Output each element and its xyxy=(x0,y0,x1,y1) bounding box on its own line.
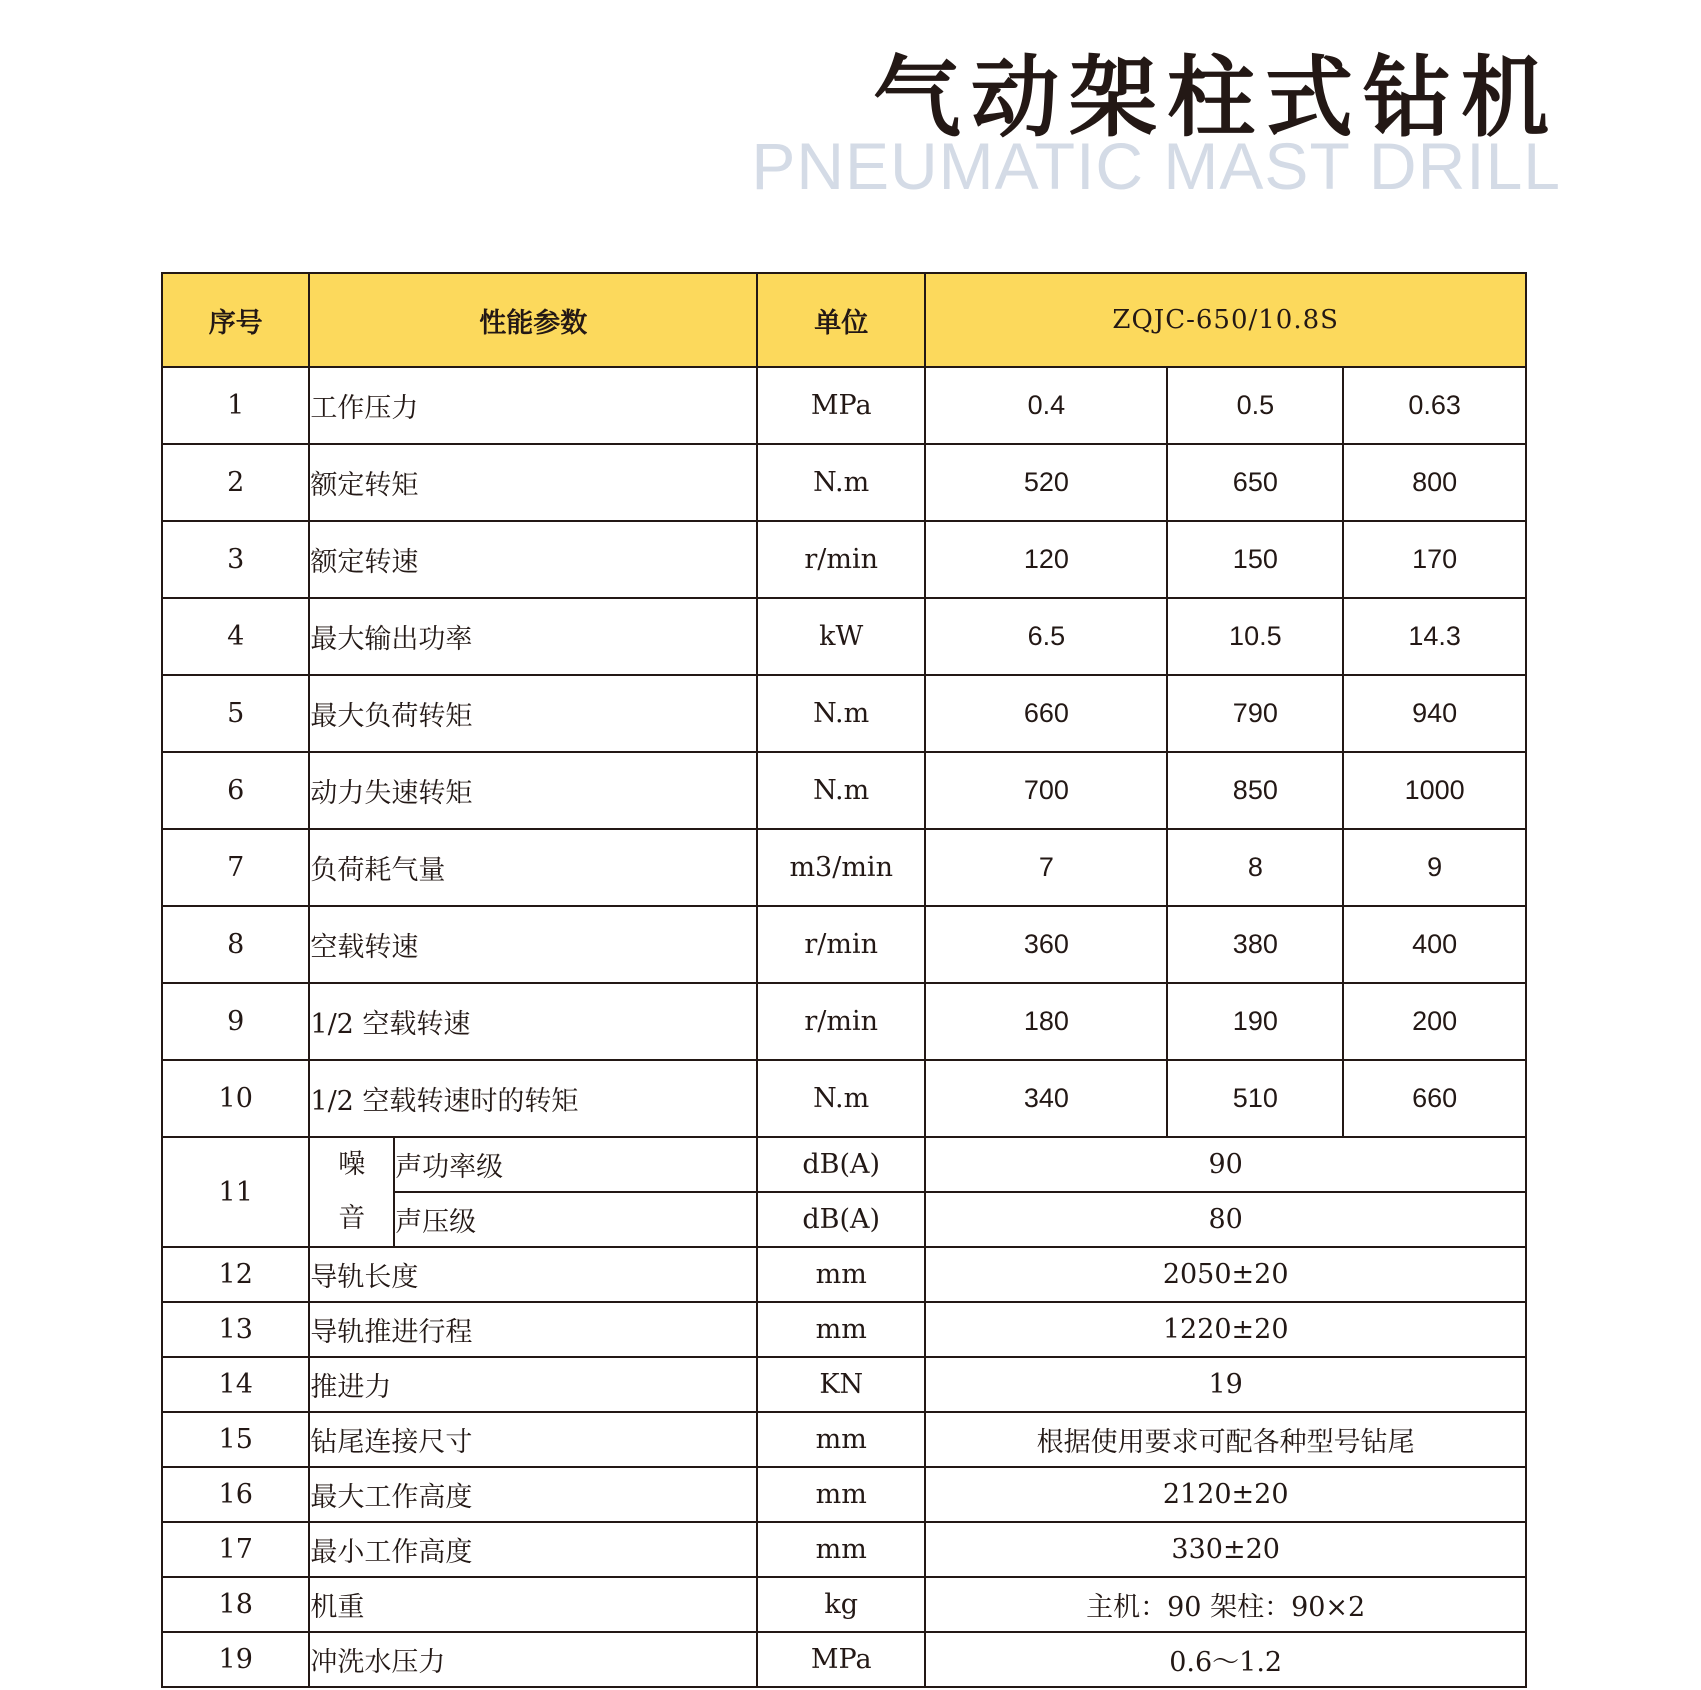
row-value-2: 8 xyxy=(1167,829,1343,906)
row-param: 1/2 空载转速 xyxy=(309,983,757,1060)
row-unit: MPa xyxy=(757,1632,925,1687)
row-param: 负荷耗气量 xyxy=(309,829,757,906)
row-value-2: 380 xyxy=(1167,906,1343,983)
row-param: 额定转矩 xyxy=(309,444,757,521)
row-value: 80 xyxy=(925,1192,1526,1247)
row-index: 17 xyxy=(162,1522,309,1577)
row-unit: mm xyxy=(757,1247,925,1302)
noise-label-top: 噪 xyxy=(338,1149,366,1180)
table-row xyxy=(162,1522,1526,1577)
row-param: 最小工作高度 xyxy=(309,1522,757,1577)
table-row xyxy=(162,675,1526,752)
table-row xyxy=(162,1302,1526,1357)
table-row xyxy=(162,1467,1526,1522)
row-param: 最大工作高度 xyxy=(309,1467,757,1522)
row-value: 19 xyxy=(925,1357,1526,1412)
row-unit: mm xyxy=(757,1412,925,1467)
row-value-3: 170 xyxy=(1343,521,1526,598)
header-model: ZQJC-650/10.8S xyxy=(925,273,1526,367)
row-param: 导轨推进行程 xyxy=(309,1302,757,1357)
row-value-3: 800 xyxy=(1343,444,1526,521)
row-value-1: 660 xyxy=(925,675,1167,752)
row-value-2: 0.5 xyxy=(1167,367,1343,444)
table-row xyxy=(162,1412,1526,1467)
noise-label xyxy=(309,1137,394,1247)
multi-value-rows xyxy=(162,367,1526,1137)
row-param: 最大负荷转矩 xyxy=(309,675,757,752)
row-param: 声压级 xyxy=(394,1192,757,1247)
row-value-1: 520 xyxy=(925,444,1167,521)
row-param: 工作压力 xyxy=(309,367,757,444)
row-unit: r/min xyxy=(757,906,925,983)
row-value-2: 510 xyxy=(1167,1060,1343,1137)
row-unit: N.m xyxy=(757,675,925,752)
table-row xyxy=(162,1632,1526,1687)
row-index: 14 xyxy=(162,1357,309,1412)
table-row xyxy=(162,444,1526,521)
table-row xyxy=(162,521,1526,598)
row-value-3: 940 xyxy=(1343,675,1526,752)
row-unit: KN xyxy=(757,1357,925,1412)
spec-table xyxy=(161,272,1527,1688)
row-index: 10 xyxy=(162,1060,309,1137)
row-index: 8 xyxy=(162,906,309,983)
row-unit: mm xyxy=(757,1467,925,1522)
row-index: 19 xyxy=(162,1632,309,1687)
row-unit: mm xyxy=(757,1522,925,1577)
row-param: 空载转速 xyxy=(309,906,757,983)
table-row xyxy=(162,1060,1526,1137)
row-index: 7 xyxy=(162,829,309,906)
row-index: 2 xyxy=(162,444,309,521)
row-value-1: 180 xyxy=(925,983,1167,1060)
row-value: 90 xyxy=(925,1137,1526,1192)
row-unit: kg xyxy=(757,1577,925,1632)
row-unit: N.m xyxy=(757,1060,925,1137)
row-value-3: 660 xyxy=(1343,1060,1526,1137)
row-value-1: 700 xyxy=(925,752,1167,829)
row-index: 11 xyxy=(162,1137,309,1247)
noise-rows xyxy=(162,1137,1526,1247)
header-parameter: 性能参数 xyxy=(309,273,757,367)
table-row xyxy=(162,829,1526,906)
row-index: 16 xyxy=(162,1467,309,1522)
table-header-row xyxy=(162,273,1526,367)
row-value: 2050±20 xyxy=(925,1247,1526,1302)
row-value-2: 790 xyxy=(1167,675,1343,752)
table-row xyxy=(162,752,1526,829)
row-value-3: 9 xyxy=(1343,829,1526,906)
row-index: 12 xyxy=(162,1247,309,1302)
row-value: 主机：90 架柱：90×2 xyxy=(925,1577,1526,1632)
row-value-2: 850 xyxy=(1167,752,1343,829)
row-value-1: 6.5 xyxy=(925,598,1167,675)
single-value-rows xyxy=(162,1247,1526,1687)
row-value-3: 14.3 xyxy=(1343,598,1526,675)
row-unit: mm xyxy=(757,1302,925,1357)
row-index: 9 xyxy=(162,983,309,1060)
row-value-3: 400 xyxy=(1343,906,1526,983)
row-unit: r/min xyxy=(757,521,925,598)
row-value-2: 650 xyxy=(1167,444,1343,521)
row-value-2: 150 xyxy=(1167,521,1343,598)
row-unit: r/min xyxy=(757,983,925,1060)
row-param: 机重 xyxy=(309,1577,757,1632)
table-row xyxy=(162,1577,1526,1632)
header-unit: 单位 xyxy=(757,273,925,367)
row-index: 15 xyxy=(162,1412,309,1467)
row-unit: kW xyxy=(757,598,925,675)
row-index: 13 xyxy=(162,1302,309,1357)
row-value: 根据使用要求可配各种型号钻尾 xyxy=(925,1412,1526,1467)
row-param: 导轨长度 xyxy=(309,1247,757,1302)
table-row xyxy=(162,1247,1526,1302)
page-title: 气动架柱式钻机 xyxy=(872,46,1559,149)
row-value-1: 0.4 xyxy=(925,367,1167,444)
row-unit: dB(A) xyxy=(757,1192,925,1247)
header-index: 序号 xyxy=(162,273,309,367)
row-index: 3 xyxy=(162,521,309,598)
row-value-3: 0.63 xyxy=(1343,367,1526,444)
noise-label-bottom: 音 xyxy=(338,1203,366,1234)
row-value-1: 340 xyxy=(925,1060,1167,1137)
row-unit: dB(A) xyxy=(757,1137,925,1192)
row-param: 声功率级 xyxy=(394,1137,757,1192)
row-index: 5 xyxy=(162,675,309,752)
row-param: 推进力 xyxy=(309,1357,757,1412)
row-index: 18 xyxy=(162,1577,309,1632)
row-value-1: 7 xyxy=(925,829,1167,906)
row-value: 2120±20 xyxy=(925,1467,1526,1522)
row-param: 冲洗水压力 xyxy=(309,1632,757,1687)
table-row xyxy=(162,1137,1526,1192)
row-param: 额定转速 xyxy=(309,521,757,598)
table-row xyxy=(162,367,1526,444)
row-value-3: 1000 xyxy=(1343,752,1526,829)
row-value-2: 10.5 xyxy=(1167,598,1343,675)
row-param: 钻尾连接尺寸 xyxy=(309,1412,757,1467)
table-row xyxy=(162,1357,1526,1412)
page-subtitle: PNEUMATIC MAST DRILL xyxy=(751,129,1561,203)
row-param: 最大输出功率 xyxy=(309,598,757,675)
row-value-2: 190 xyxy=(1167,983,1343,1060)
row-index: 6 xyxy=(162,752,309,829)
row-unit: N.m xyxy=(757,752,925,829)
row-value-3: 200 xyxy=(1343,983,1526,1060)
row-unit: MPa xyxy=(757,367,925,444)
row-value: 0.6～1.2 xyxy=(925,1632,1526,1687)
table-row xyxy=(162,906,1526,983)
row-index: 4 xyxy=(162,598,309,675)
row-unit: m3/min xyxy=(757,829,925,906)
row-param: 1/2 空载转速时的转矩 xyxy=(309,1060,757,1137)
row-value: 1220±20 xyxy=(925,1302,1526,1357)
table-row xyxy=(162,598,1526,675)
row-param: 动力失速转矩 xyxy=(309,752,757,829)
row-value: 330±20 xyxy=(925,1522,1526,1577)
row-value-1: 360 xyxy=(925,906,1167,983)
row-index: 1 xyxy=(162,367,309,444)
row-unit: N.m xyxy=(757,444,925,521)
row-value-1: 120 xyxy=(925,521,1167,598)
table-row xyxy=(162,983,1526,1060)
